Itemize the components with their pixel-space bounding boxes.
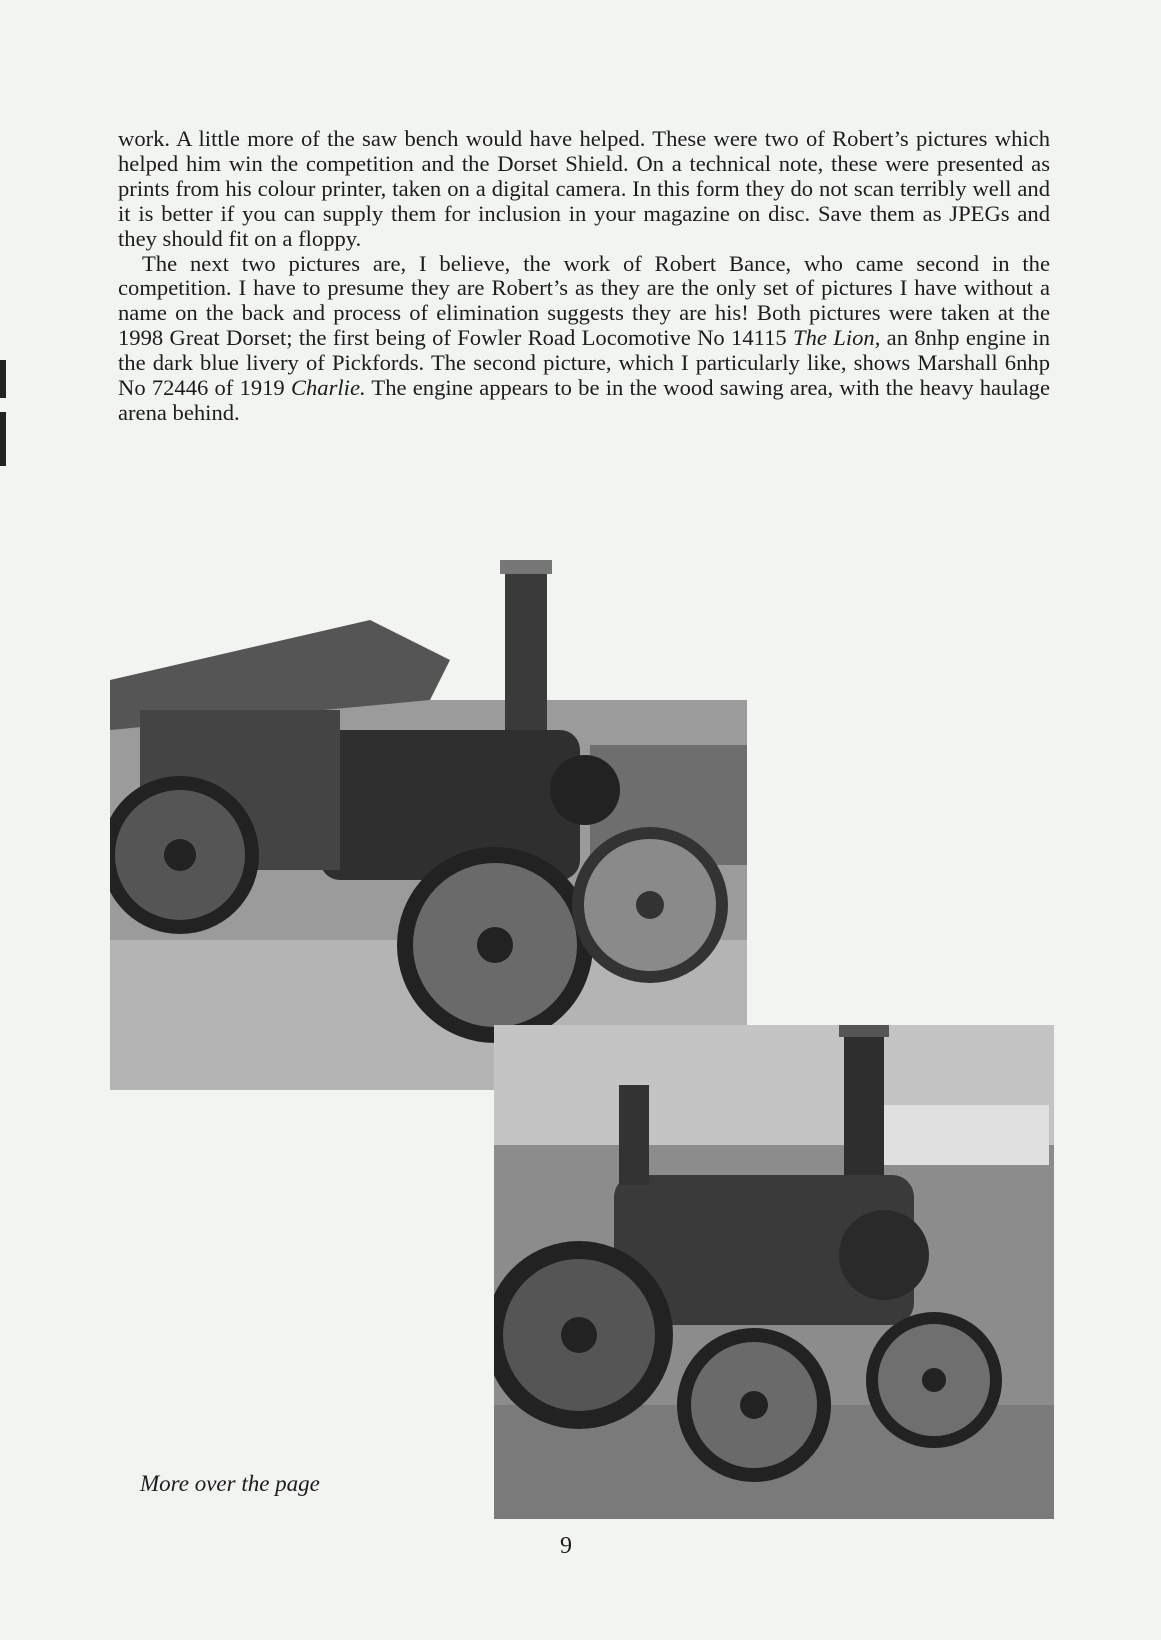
paragraph-2-text-c: The engine appears to be in the wood sawing area, with the heavy haulage arena behind. — [118, 375, 1050, 425]
paragraph-2-text-a: The next two pictures are, I believe, the work of Robert Bance, who came second in the competition. I have to presume they are Robert’s as they are the only set of pictures I have without a name on the back and process of elimination suggests they are his! Both pictures were taken at the 1998 Great Dorset; the first being of Fowler Road Locomotive No 14115 — [118, 250, 1050, 351]
body-text — [118, 127, 1050, 426]
paragraph-1-text: work. A little more of the saw bench would have helped. These were two of Robert’s pictures which helped him win the competition and the Dorset Shield. On a technical note, these were presented as prints from his colour printer, taken on a digital camera. In this form they do not scan terribly well and it is better if you can supply them for inclusion in your magazine on disc. Save them as JPEGs and they should fit on a floppy. — [118, 126, 1050, 251]
binding-mark — [0, 412, 6, 466]
engine-name-charlie: Charlie. — [290, 375, 366, 401]
photo-marshall-engine-charlie — [494, 1025, 1054, 1519]
paragraph-1 — [118, 127, 1050, 252]
binding-mark — [0, 360, 6, 398]
paragraph-2 — [118, 252, 1050, 426]
continuation-note: More over the page — [140, 1471, 320, 1496]
engine-name-the-lion: The Lion, — [793, 325, 881, 351]
page-number: 9 — [560, 1533, 572, 1559]
paragraph-2-text-b: an 8nhp engine in the dark blue livery of Pickfords. The second picture, which I particularly like, shows Marshall 6nhp No 72446 of 1919 — [118, 325, 1050, 401]
photo-fowler-road-locomotive — [110, 560, 747, 1090]
